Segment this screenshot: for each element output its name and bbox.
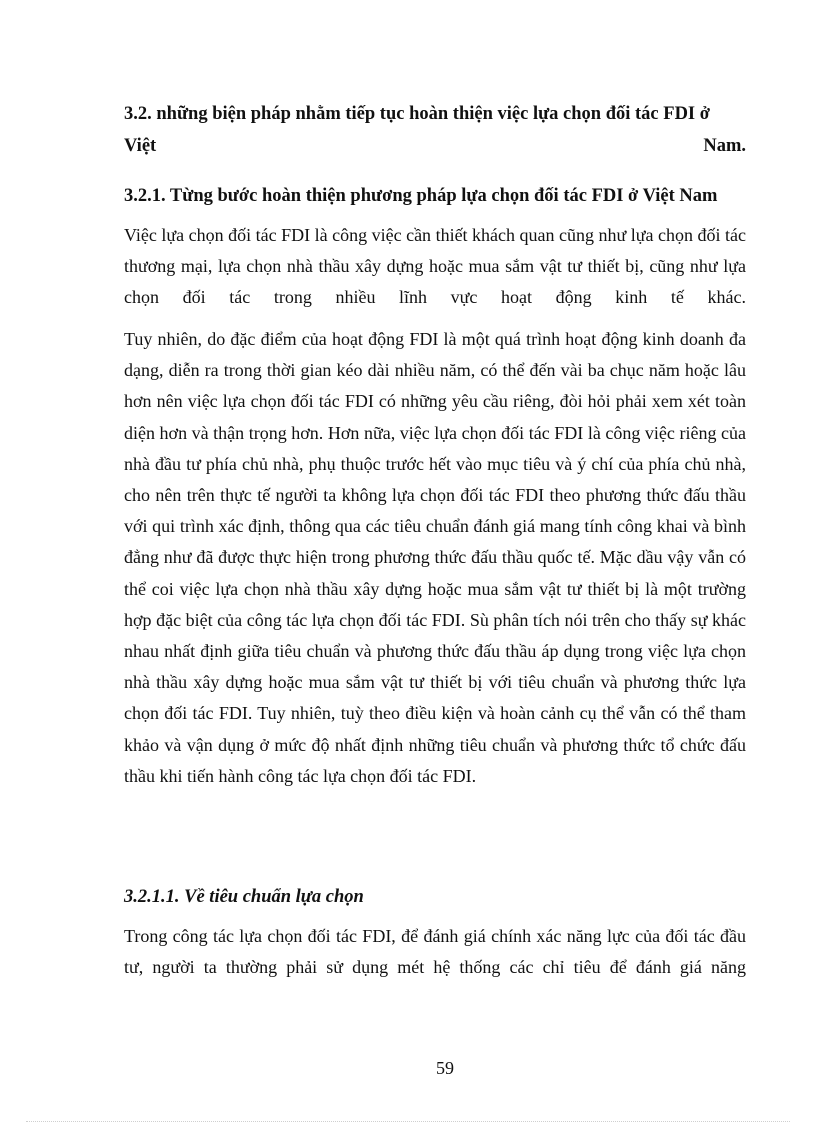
section-heading	[124, 98, 746, 162]
paragraph-1: Việc lựa chọn đối tác FDI là công việc cần thiết khách quan cũng như lựa chọn đối tác thương mại, lựa chọn nhà thầu xây dựng hoặc mua sắm vật tư thiết bị, cũng như lựa chọn đối tác trong nhiều lĩnh vực hoạt động kinh tế khác.	[124, 225, 746, 308]
section-heading-line2	[124, 130, 746, 162]
section-heading-line2-right: Nam.	[703, 136, 746, 156]
page-number: 59	[436, 1058, 454, 1078]
subsection-heading: 3.2.1. Từng bước hoàn thiện phương pháp lựa chọn đối tác FDI ở Việt Nam	[124, 186, 718, 206]
page-bottom-divider	[26, 1121, 790, 1122]
section-heading-line2-left: Việt	[124, 136, 157, 156]
section-heading-line1: 3.2. những biện pháp nhằm tiếp tục hoàn thiện việc lựa chọn đối tác FDI ở	[124, 104, 711, 124]
paragraph-3: Trong công tác lựa chọn đối tác FDI, để đánh giá chính xác năng lực của đối tác đầu tư, người ta thường phải sử dụng mét hệ thống các chỉ tiêu để đánh giá năng	[124, 926, 746, 978]
paragraph-2: Tuy nhiên, do đặc điểm của hoạt động FDI là một quá trình hoạt động kinh doanh đa dạng, diễn ra trong thời gian kéo dài nhiều năm, có thể đến vài ba chục năm hoặc lâu hơn nên việc lựa chọn đối tác FDI có những yêu cầu riêng, đòi hỏi phải xem xét toàn diện hơn và thận trọng hơn. Hơn nữa, việc lựa chọn đối tác FDI là công việc riêng của nhà đầu tư phía chủ nhà, phụ thuộc trước hết vào mục tiêu và ý chí của phía chủ nhà, cho nên trên thực tế người ta không lựa chọn đối tác FDI theo phương thức đấu thầu với qui trình xác định, thông qua các tiêu chuẩn đánh giá mang tính công khai và bình đẳng như đã được thực hiện trong phương thức đấu thầu quốc tế. Mặc dầu vậy vẫn có thể coi việc lựa chọn nhà thầu xây dựng hoặc mua sắm vật tư thiết bị là một trường hợp đặc biệt của công tác lựa chọn đối tác FDI. Sù phân tích nói trên cho thấy sự khác nhau nhất định giữa tiêu chuẩn và phương thức đấu thầu áp dụng trong việc lựa chọn nhà thầu xây dựng hoặc mua sắm vật tư thiết bị với tiêu chuẩn và phương thức lựa chọn đối tác FDI. Tuy nhiên, tuỳ theo điều kiện và hoàn cảnh cụ thể vẫn có thể tham khảo và vận dụng ở mức độ nhất định những tiêu chuẩn và phương thức tổ chức đấu thầu khi tiến hành công tác lựa chọn đối tác FDI.	[124, 329, 746, 786]
sub-subsection-heading: 3.2.1.1. Về tiêu chuẩn lựa chọn	[124, 887, 364, 907]
